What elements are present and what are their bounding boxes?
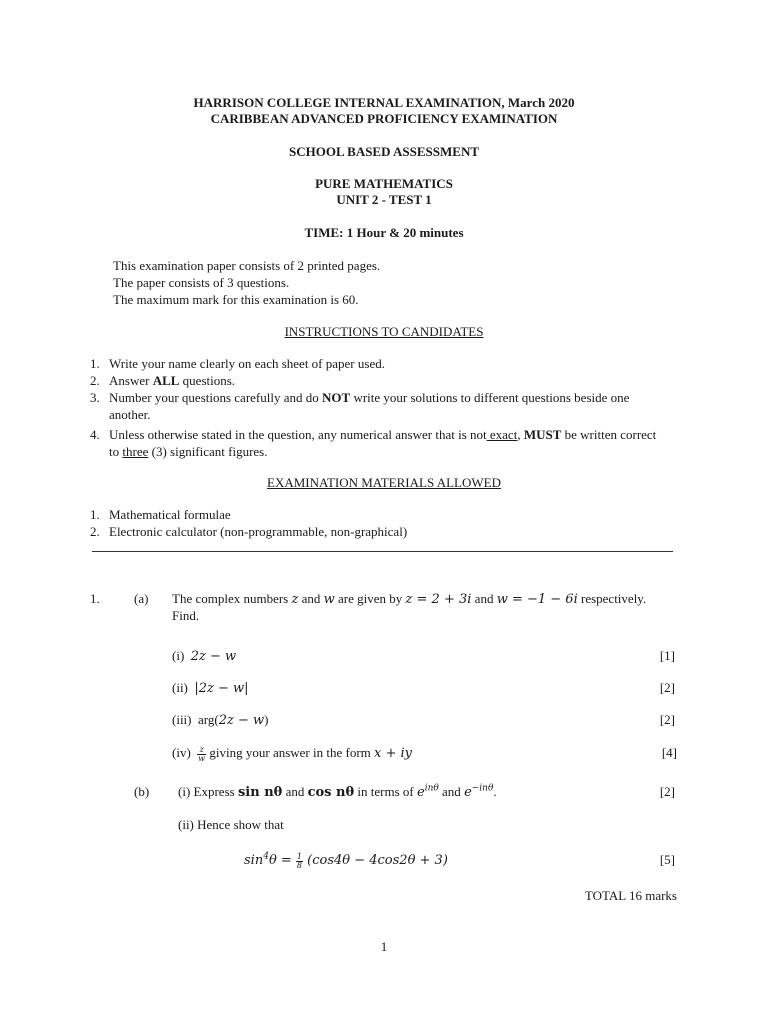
info-line-1: This examination paper consists of 2 printed pages.: [113, 258, 381, 273]
mark-iii: [2]: [659, 712, 675, 727]
page-number: 1: [380, 939, 388, 954]
part-a-label: (a): [134, 591, 149, 606]
divider-line: [92, 551, 673, 552]
instruction-item-4: Unless otherwise stated in the question, any numerical answer that is not exact, MUST be written correct to three (3) significant figures.: [109, 427, 657, 459]
subpart-b-ii: (ii) Hence show that: [178, 817, 284, 832]
mark-iv: [4]: [661, 745, 677, 760]
subpart-b-i: (i) Express sin nθ and cos nθ in terms of $e^{in\theta}$ and $e^{-in\theta}$.: [178, 783, 497, 800]
materials-heading: EXAMINATION MATERIALS ALLOWED: [267, 475, 501, 490]
instruction-number: 2.: [90, 373, 100, 388]
mark-b-ii: [5]: [659, 852, 675, 867]
question-number: 1.: [90, 591, 100, 606]
identity-equation: $\sin^4\theta$ = $\frac{1}{8}$ (cos4θ − 4cos2θ + 3): [244, 851, 448, 870]
material-number: 2.: [90, 524, 100, 539]
instruction-item-3: Number your questions carefully and do NOT write your solutions to different questions beside one another.: [109, 390, 630, 422]
instruction-number: 3.: [90, 390, 100, 405]
material-item-1: Mathematical formulae: [109, 507, 231, 522]
subpart-iii: (iii) arg(2z − w): [172, 712, 269, 728]
exam-time: TIME: 1 Hour & 20 minutes: [304, 225, 464, 240]
material-item-2: Electronic calculator (non-programmable, non-graphical): [109, 524, 408, 539]
header-line-1: HARRISON COLLEGE INTERNAL EXAMINATION, March 2020: [193, 95, 575, 110]
find-text: Find.: [172, 608, 200, 623]
header-line-3: SCHOOL BASED ASSESSMENT: [288, 144, 480, 159]
subpart-i: (i) 2z − w: [172, 648, 237, 664]
subpart-iv: (iv) $\frac{z}{w}$ giving your answer in the form x + iy: [172, 744, 413, 763]
total-marks: TOTAL 16 marks: [584, 888, 677, 903]
instruction-number: 4.: [90, 427, 100, 442]
part-a-statement: The complex numbers z and w are given by z = 2 + 3i and w = −1 − 6i respectively.: [172, 591, 647, 607]
instruction-item-2: Answer ALL questions.: [109, 373, 236, 388]
fraction-z-over-w: $\frac{z}{w}$: [198, 744, 206, 763]
header-line-2: CARIBBEAN ADVANCED PROFICIENCY EXAMINATION: [210, 111, 558, 126]
instruction-number: 1.: [90, 356, 100, 371]
info-line-2: The paper consists of 3 questions.: [113, 275, 290, 290]
fraction-one-eighth: $\frac{1}{8}$: [296, 851, 303, 870]
mark-b-i: [2]: [659, 784, 675, 799]
material-number: 1.: [90, 507, 100, 522]
instructions-heading: INSTRUCTIONS TO CANDIDATES: [284, 324, 484, 339]
mark-i: [1]: [659, 648, 675, 663]
instruction-item-1: Write your name clearly on each sheet of paper used.: [109, 356, 385, 371]
mark-ii: [2]: [659, 680, 675, 695]
part-b-label: (b): [134, 784, 150, 799]
info-line-3: The maximum mark for this examination is 60.: [113, 292, 359, 307]
subpart-ii: (ii) |2z − w|: [172, 680, 249, 696]
header-line-5: UNIT 2 - TEST 1: [336, 192, 432, 207]
header-line-4: PURE MATHEMATICS: [315, 176, 453, 191]
